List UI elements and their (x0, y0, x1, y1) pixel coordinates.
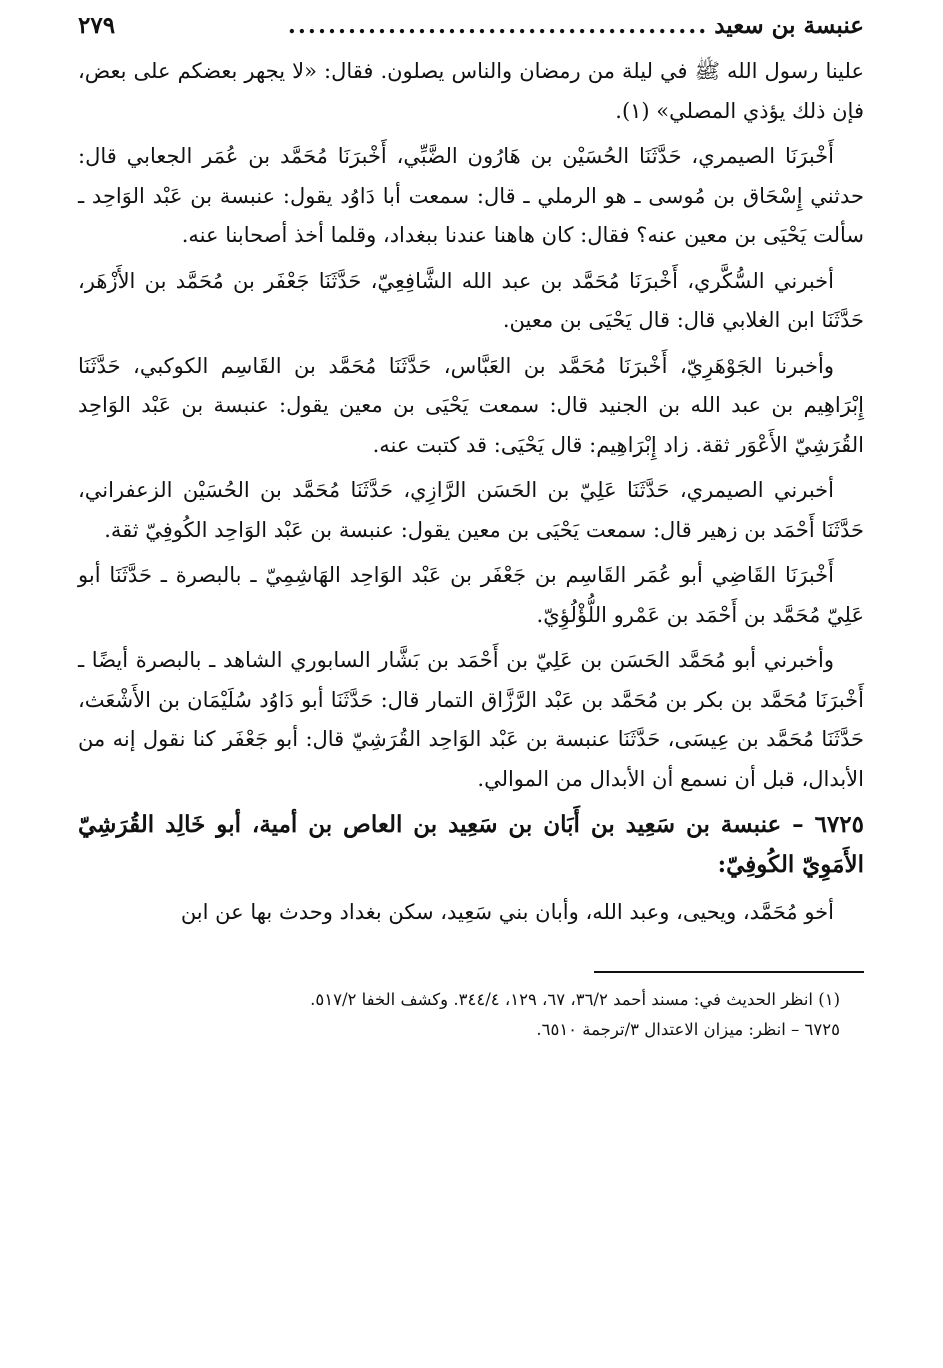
paragraph: وأخبرنا الجَوْهَرِيّ، أَخْبرَنَا مُحَمَّد بن العَبَّاس، حَدَّثَنَا مُحَمَّد بن القَاسِم الكوكبي، حَدَّثَنَا إِبْرَاهِيم بن عبد الله بن الجنيد قال: سمعت يَحْيَى بن معين يقول: عنبسة بن عَبْد الوَاحِد القُرَشِيّ الأَعْوَر ثقة. زاد إِبْرَاهِيم: قال يَحْيَى: قد كتبت عنه. (78, 353, 864, 457)
header-title: عنبسة بن سعيد (714, 12, 864, 39)
header-leader-dots: .......................................... (287, 12, 709, 39)
footnote: ٦٧٢٥ – انظر: ميزان الاعتدال ٣/ترجمة ٦٥١٠. (536, 1019, 840, 1039)
paragraph: وأخبرني أبو مُحَمَّد الحَسَن بن عَلِيّ بن أَحْمَد بن بَشَّار السابوري الشاهد ـ بالبصرة أيضًا ـ أَخْبرَنَا مُحَمَّد بن بكر بن مُحَمَّد بن عَبْد الرَّزَّاق التمار قال: حَدَّثَنَا أبو دَاوُد سُلَيْمَان بن الأَشْعَث، حَدَّثَنَا مُحَمَّد بن عِيسَى، حَدَّثَنَا عنبسة بن عَبْد الوَاحِد القُرَشِيّ قال: أبو جَعْفَر كنا نقول إنه من الأبدال، قبل أن نسمع أن الأبدال من الموالي. (78, 648, 864, 791)
paragraph: علينا رسول الله ﷺ في ليلة من رمضان والناس يصلون. فقال: «لا يجهر بعضكم على بعض، فإن ذلك يؤذي المصلي» (١). (78, 59, 864, 123)
paragraph: أَخْبرَنَا القَاضِي أبو عُمَر القَاسِم بن جَعْفَر بن عَبْد الوَاحِد الهَاشِمِيّ ـ بالبصرة ـ حَدَّثَنَا أبو عَلِيّ مُحَمَّد بن أَحْمَد بن عَمْرو اللُّؤْلُؤِيّ. (78, 563, 864, 627)
main-text (78, 52, 864, 933)
paragraph: أخبرني الصيمري، حَدَّثَنَا عَلِيّ بن الحَسَن الرَّازِي، حَدَّثَنَا مُحَمَّد بن الحُسَيْن الزعفراني، حَدَّثَنَا أَحْمَد بن زهير قال: سمعت يَحْيَى بن معين يقول: عنبسة بن عَبْد الوَاحِد الكُوفِيّ ثقة. (78, 478, 864, 542)
paragraph: أخو مُحَمَّد، ويحيى، وعبد الله، وأبان بني سَعِيد، سكن بغداد وحدث بها عن ابن (180, 900, 834, 924)
running-header (78, 12, 864, 52)
entry-heading: ٦٧٢٥ – عنبسة بن سَعِيد بن أَبَان بن سَعِيد بن العاص بن أمية، أبو خَالِد القُرَشِيّ الأَمَوِيّ الكُوفِيّ: (78, 811, 864, 878)
footnote: (١) انظر الحديث في: مسند أحمد ٣٦/٢، ٦٧، ١٢٩، ٣٤٤/٤. وكشف الخفا ٥١٧/٢. (310, 989, 840, 1009)
page-number: ٢٧٩ (78, 12, 116, 39)
footnotes (78, 985, 864, 1045)
paragraph: أخبرني السُّكَّري، أَخْبرَنَا مُحَمَّد بن عبد الله الشَّافِعِيّ، حَدَّثَنَا جَعْفَر بن مُحَمَّد بن الأَزْهَر، حَدَّثَنَا ابن الغلابي قال: قال يَحْيَى بن معين. (78, 268, 864, 332)
footnote-divider (594, 971, 864, 973)
book-page (78, 12, 864, 1045)
paragraph: أَخْبرَنَا الصيمري، حَدَّثَنَا الحُسَيْن بن هَارُون الضَّبِّي، أَخْبرَنَا مُحَمَّد بن عُمَر الجعابي قال: حدثني إِسْحَاق بن مُوسى ـ هو الرملي ـ قال: سمعت أبا دَاوُد يقول: عنبسة بن عَبْد الوَاحِد ـ سألت يَحْيَى بن معين عنه؟ فقال: كان هاهنا عندنا ببغداد، وقلما أخذ أصحابنا عنه. (78, 144, 864, 247)
